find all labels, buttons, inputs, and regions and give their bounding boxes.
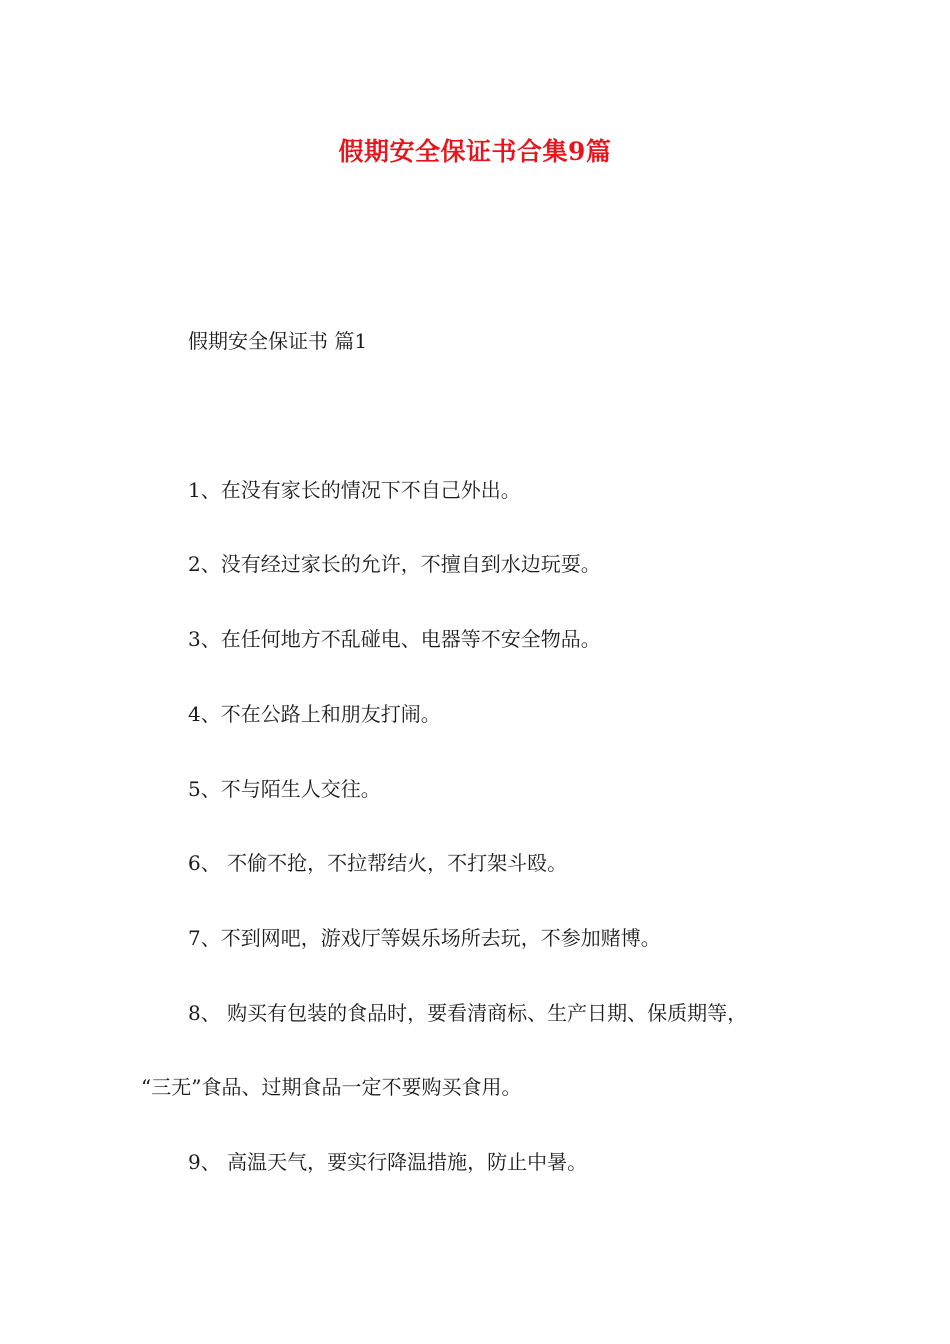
section-heading: 假期安全保证书 篇1 [188,329,368,353]
list-item: 4、不在公路上和朋友打闹。 [188,702,441,726]
list-item: 8、 购买有包装的食品时，要看清商标、生产日期、保质期等， [188,1001,748,1025]
document-title: 假期安全保证书合集9篇 [338,137,612,166]
list-item: 6、 不偷不抢，不拉帮结火，不打架斗殴。 [188,851,568,875]
list-item: 3、在任何地方不乱碰电、电器等不安全物品。 [188,627,601,651]
list-item: 5、不与陌生人交往。 [188,777,381,801]
list-item: 9、 高温天气，要实行降温措施，防止中暑。 [188,1150,588,1174]
list-item: 7、不到网吧，游戏厅等娱乐场所去玩，不参加赌博。 [188,926,661,950]
list-item-continuation: “三无”食品、过期食品一定不要购买食用。 [141,1075,522,1099]
list-item: 2、没有经过家长的允许，不擅自到水边玩耍。 [188,552,601,576]
list-item: 1、在没有家长的情况下不自己外出。 [188,478,521,502]
